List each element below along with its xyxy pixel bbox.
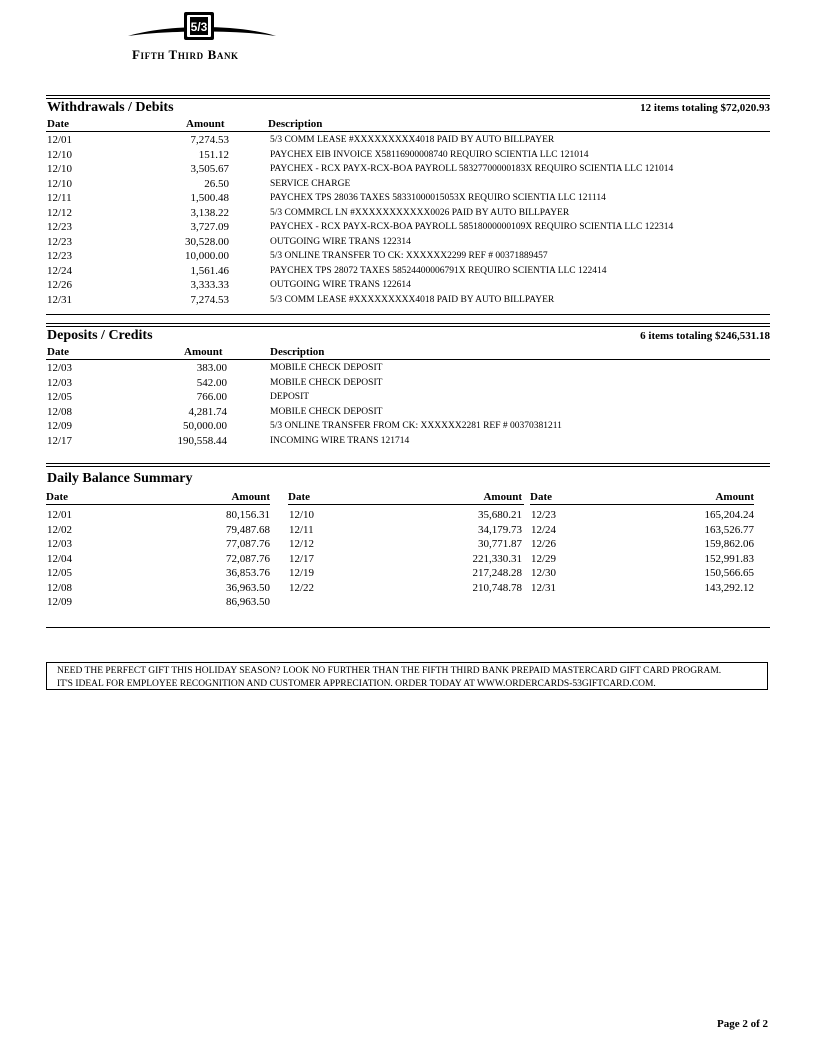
- bank-logo: [128, 10, 278, 62]
- row-date: 12/01: [47, 134, 73, 146]
- row-amount: 383.00: [196, 362, 227, 374]
- balance-column-2: [288, 491, 524, 596]
- row-amount: 3,333.33: [190, 279, 229, 291]
- header-amount: Amount: [186, 118, 225, 130]
- row-date: 12/23: [531, 509, 557, 521]
- row-description: MOBILE CHECK DEPOSIT: [270, 377, 383, 388]
- table-row: [46, 377, 770, 392]
- row-date: 12/22: [289, 581, 315, 594]
- row-amount: 7,274.53: [190, 134, 229, 146]
- row-amount: 143,292.12: [704, 581, 754, 594]
- row-date: 12/11: [47, 192, 72, 204]
- table-row: [530, 553, 754, 568]
- row-date: 12/26: [47, 279, 73, 291]
- row-description: INCOMING WIRE TRANS 121714: [270, 435, 410, 446]
- header-date: Date: [288, 491, 310, 503]
- withdrawals-table: [46, 134, 770, 308]
- row-date: 12/03: [47, 362, 73, 374]
- withdrawals-title: Withdrawals / Debits: [47, 100, 174, 115]
- row-description: DEPOSIT: [270, 392, 310, 402]
- deposits-title: Deposits / Credits: [47, 328, 153, 343]
- table-row: [530, 538, 754, 553]
- row-amount: 217,248.28: [472, 567, 522, 579]
- row-amount: 3,505.67: [190, 163, 229, 175]
- table-row: [46, 265, 770, 280]
- row-amount: 86,963.50: [226, 596, 270, 608]
- row-date: 12/31: [47, 293, 73, 306]
- row-description: 5/3 ONLINE TRANSFER TO CK: XXXXXX2299 REF # 00371889457: [270, 251, 548, 261]
- row-description: PAYCHEX - RCX PAYX-RCX-BOA PAYROLL 58518000000109X REQUIRO SCIENTIA LLC 122314: [270, 222, 674, 232]
- row-description: 5/3 COMM LEASE #XXXXXXXXX4018 PAID BY AUTO BILLPAYER: [270, 294, 555, 305]
- bank-name: Fifth Third Bank: [132, 47, 239, 62]
- header-amount: Amount: [483, 491, 522, 503]
- deposits-column-headers: [46, 346, 770, 360]
- row-date: 12/03: [47, 376, 73, 389]
- row-description: OUTGOING WIRE TRANS 122314: [270, 236, 411, 247]
- table-row: [46, 435, 770, 450]
- row-amount: 36,853.76: [226, 567, 270, 579]
- row-description: PAYCHEX - RCX PAYX-RCX-BOA PAYROLL 58327700000183X REQUIRO SCIENTIA LLC 121014: [270, 164, 674, 174]
- table-row: [530, 509, 754, 524]
- section-divider: [46, 323, 770, 327]
- table-row: [46, 178, 770, 193]
- daily-balance-section: [46, 463, 770, 631]
- row-amount: 3,727.09: [190, 221, 229, 233]
- row-amount: 36,963.50: [226, 581, 270, 594]
- withdrawals-summary: 12 items totaling $72,020.93: [640, 102, 770, 114]
- row-amount: 766.00: [196, 391, 227, 403]
- table-row: [46, 406, 770, 421]
- row-description: PAYCHEX TPS 28036 TAXES 58331000015053X REQUIRO SCIENTIA LLC 121114: [270, 193, 606, 203]
- row-date: 12/03: [47, 538, 73, 550]
- table-row: [46, 509, 270, 524]
- table-row: [46, 163, 770, 178]
- row-date: 12/05: [47, 391, 73, 403]
- row-amount: 26.50: [204, 177, 229, 190]
- row-description: MOBILE CHECK DEPOSIT: [270, 406, 383, 417]
- row-date: 12/05: [47, 567, 73, 579]
- row-description: PAYCHEX TPS 28072 TAXES 58524400006791X REQUIRO SCIENTIA LLC 122414: [270, 265, 607, 276]
- row-amount: 4,281.74: [188, 405, 227, 418]
- row-amount: 7,274.53: [190, 293, 229, 306]
- row-amount: 165,204.24: [704, 509, 754, 521]
- row-amount: 1,561.46: [190, 264, 229, 277]
- row-date: 12/19: [289, 567, 315, 579]
- row-date: 12/02: [47, 523, 73, 536]
- table-row: [46, 524, 270, 539]
- svg-text:5/3: 5/3: [190, 20, 208, 34]
- page-number: Page 2 of 2: [716, 1018, 768, 1030]
- table-row: [288, 582, 524, 597]
- table-row: [46, 391, 770, 406]
- withdrawals-column-headers: [46, 118, 770, 132]
- balance-column-3: [530, 491, 754, 596]
- balance-column-1: [46, 491, 270, 611]
- row-date: 12/12: [47, 206, 73, 219]
- row-description: 5/3 ONLINE TRANSFER FROM CK: XXXXXX2281 REF # 00370381211: [270, 421, 562, 431]
- row-date: 12/01: [47, 509, 73, 521]
- daily-balance-title: Daily Balance Summary: [47, 471, 193, 486]
- row-amount: 190,558.44: [177, 434, 227, 447]
- row-amount: 80,156.31: [226, 509, 270, 521]
- row-date: 12/09: [47, 420, 73, 432]
- row-date: 12/10: [289, 509, 315, 521]
- row-date: 12/23: [47, 235, 73, 248]
- table-row: [46, 294, 770, 309]
- row-amount: 152,991.83: [704, 552, 754, 565]
- deposits-section: [46, 323, 770, 449]
- row-amount: 30,771.87: [478, 538, 522, 550]
- header-date: Date: [47, 118, 69, 130]
- header-amount: Amount: [715, 491, 754, 503]
- balance-column-headers: [288, 491, 524, 505]
- row-date: 12/23: [47, 221, 73, 233]
- table-row: [46, 362, 770, 377]
- daily-balance-bottom-rule: [46, 627, 770, 628]
- header-amount: Amount: [184, 346, 223, 358]
- row-amount: 210,748.78: [472, 581, 522, 594]
- fifth-third-logo-icon: [128, 10, 278, 50]
- withdrawals-section: [46, 95, 770, 308]
- table-row: [288, 538, 524, 553]
- row-date: 12/08: [47, 405, 73, 418]
- table-row: [46, 192, 770, 207]
- table-row: [46, 250, 770, 265]
- table-row: [46, 538, 270, 553]
- row-date: 12/17: [289, 552, 315, 565]
- row-date: 12/09: [47, 596, 73, 608]
- row-amount: 35,680.21: [478, 509, 522, 521]
- section-divider: [46, 95, 770, 99]
- row-description: OUTGOING WIRE TRANS 122614: [270, 280, 411, 290]
- row-date: 12/29: [531, 552, 557, 565]
- promo-line-2: IT'S IDEAL FOR EMPLOYEE RECOGNITION AND CUSTOMER APPRECIATION. ORDER TODAY AT WWW.ORDERCARDS-53GIFTCARD.COM.: [57, 679, 656, 689]
- row-description: SERVICE CHARGE: [270, 178, 351, 189]
- header-date: Date: [46, 491, 68, 503]
- table-row: [46, 207, 770, 222]
- table-row: [46, 553, 270, 568]
- section-divider: [46, 463, 770, 467]
- table-row: [530, 524, 754, 539]
- row-description: 5/3 COMMRCL LN #XXXXXXXXXXX0026 PAID BY AUTO BILLPAYER: [270, 207, 570, 218]
- row-amount: 77,087.76: [226, 538, 270, 550]
- row-date: 12/04: [47, 552, 73, 565]
- row-amount: 30,528.00: [185, 235, 229, 248]
- table-row: [46, 582, 270, 597]
- header-description: Description: [268, 118, 323, 130]
- table-row: [46, 134, 770, 149]
- row-date: 12/24: [531, 523, 557, 536]
- header-description: Description: [270, 346, 325, 358]
- row-date: 12/10: [47, 148, 73, 161]
- row-date: 12/24: [47, 264, 73, 277]
- row-date: 12/17: [47, 434, 73, 447]
- table-row: [46, 279, 770, 294]
- table-row: [530, 567, 754, 582]
- table-row: [530, 582, 754, 597]
- row-date: 12/26: [531, 538, 557, 550]
- row-description: PAYCHEX EIB INVOICE X58116900008740 REQUIRO SCIENTIA LLC 121014: [270, 149, 589, 160]
- row-amount: 150,566.65: [704, 567, 754, 579]
- header-amount: Amount: [231, 491, 270, 503]
- row-date: 12/23: [47, 250, 73, 262]
- daily-balance-table: [46, 491, 770, 631]
- row-amount: 163,526.77: [704, 523, 754, 536]
- deposits-table: [46, 362, 770, 449]
- table-row: [46, 236, 770, 251]
- row-date: 12/31: [531, 581, 557, 594]
- table-row: [288, 553, 524, 568]
- row-amount: 50,000.00: [183, 420, 227, 432]
- row-date: 12/11: [289, 523, 314, 536]
- row-date: 12/08: [47, 581, 73, 594]
- row-amount: 34,179.73: [478, 523, 522, 536]
- header-date: Date: [47, 346, 69, 358]
- promo-message-box: [46, 662, 768, 690]
- promo-line-1: NEED THE PERFECT GIFT THIS HOLIDAY SEASON? LOOK NO FURTHER THAN THE FIFTH THIRD BANK PREPAID MASTERCARD GIFT CARD PROGRAM.: [57, 666, 722, 676]
- table-row: [288, 567, 524, 582]
- table-row: [46, 567, 270, 582]
- row-description: 5/3 COMM LEASE #XXXXXXXXX4018 PAID BY AUTO BILLPAYER: [270, 135, 555, 145]
- row-date: 12/12: [289, 538, 315, 550]
- row-amount: 1,500.48: [190, 192, 229, 204]
- row-description: MOBILE CHECK DEPOSIT: [270, 363, 383, 373]
- table-row: [46, 420, 770, 435]
- table-row: [46, 596, 270, 611]
- row-date: 12/10: [47, 177, 73, 190]
- deposits-summary: 6 items totaling $246,531.18: [640, 330, 770, 342]
- row-amount: 159,862.06: [704, 538, 754, 550]
- table-row: [288, 524, 524, 539]
- table-row: [46, 221, 770, 236]
- row-amount: 3,138.22: [190, 206, 229, 219]
- withdrawals-bottom-rule: [46, 314, 770, 315]
- row-amount: 10,000.00: [185, 250, 229, 262]
- row-amount: 151.12: [198, 148, 229, 161]
- header-date: Date: [530, 491, 552, 503]
- balance-column-headers: [530, 491, 754, 505]
- row-amount: 79,487.68: [226, 523, 270, 536]
- balance-column-headers: [46, 491, 270, 505]
- row-date: 12/10: [47, 163, 73, 175]
- table-row: [46, 149, 770, 164]
- row-amount: 72,087.76: [226, 552, 270, 565]
- row-amount: 542.00: [196, 376, 227, 389]
- table-row: [288, 509, 524, 524]
- row-amount: 221,330.31: [472, 552, 522, 565]
- row-date: 12/30: [531, 567, 557, 579]
